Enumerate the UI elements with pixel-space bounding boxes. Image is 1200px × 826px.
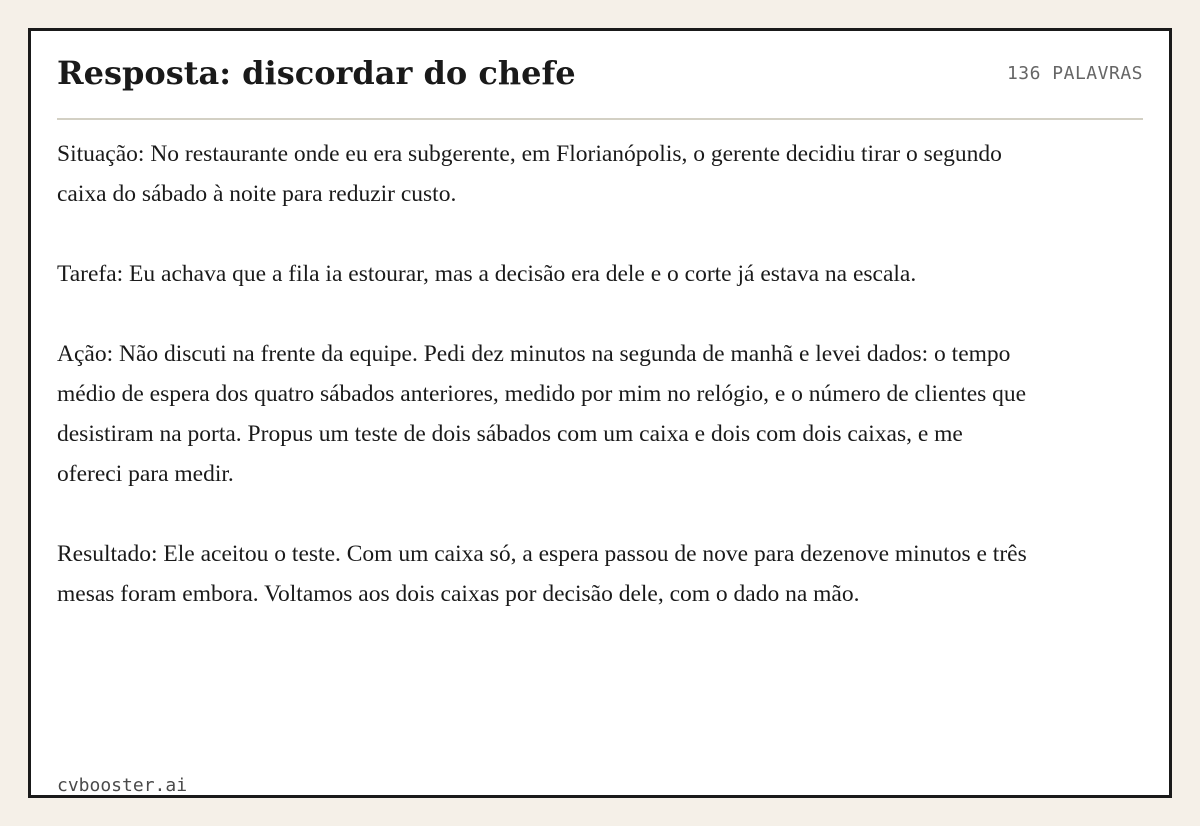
card-title: Resposta: discordar do chefe: [57, 54, 576, 92]
answer-body: [57, 134, 1032, 614]
card-header: [57, 31, 1143, 120]
word-count-label: 136 PALAVRAS: [1006, 63, 1143, 84]
paragraph-resultado: Resultado: Ele aceitou o teste. Com um caixa só, a espera passou de nove para dezenove minutos e três mesas foram embora. Voltamos aos dois caixas por decisão dele, com o dado na mão.: [57, 541, 1027, 607]
answer-card: [28, 28, 1172, 798]
paragraph-acao: Ação: Não discuti na frente da equipe. Pedi dez minutos na segunda de manhã e levei dados: o tempo médio de espera dos quatro sábados anteriores, medido por mim no relógio, e o número de clientes que desistiram na porta. Propus um teste de dois sábados com um caixa e dois com dois caixas, e me ofereci para medir.: [57, 341, 1027, 487]
paragraph-situacao: Situação: No restaurante onde eu era subgerente, em Florianópolis, o gerente decidiu tirar o segundo caixa do sábado à noite para reduzir custo.: [57, 141, 1002, 207]
brand-footer: cvbooster.ai: [57, 775, 188, 796]
paragraph-tarefa: Tarefa: Eu achava que a fila ia estourar, mas a decisão era dele e o corte já estava na escala.: [57, 261, 917, 287]
